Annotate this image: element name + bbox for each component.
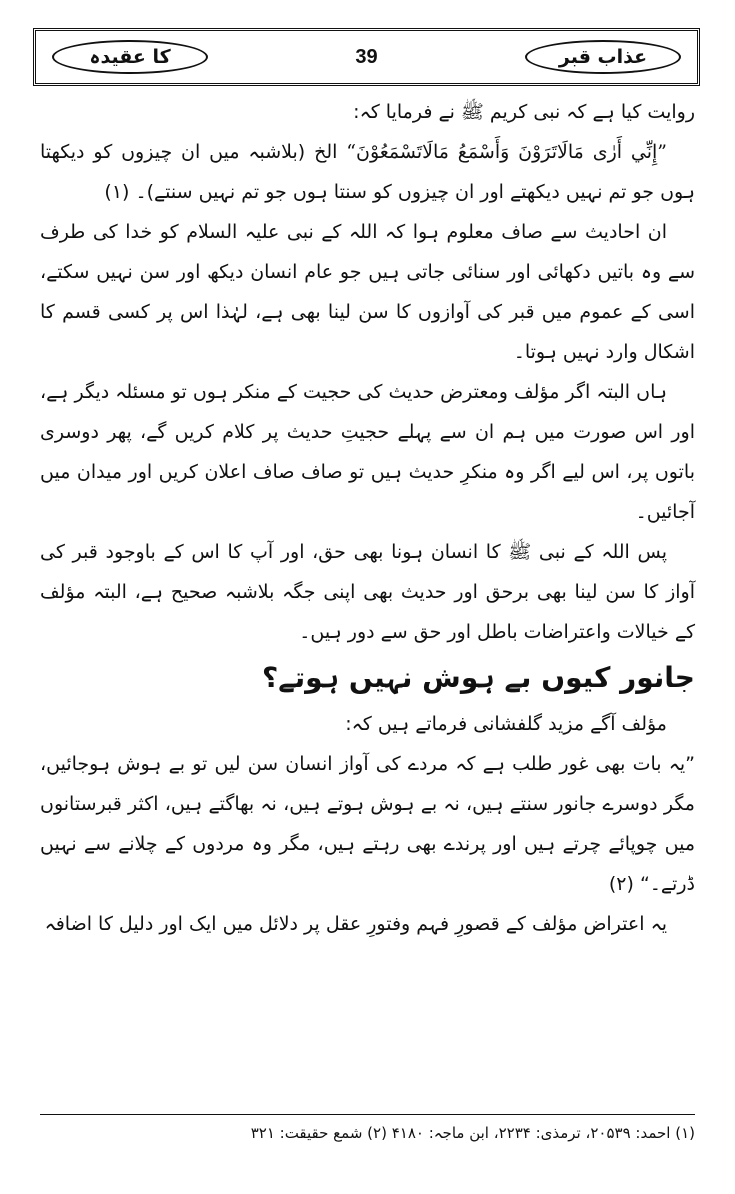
page-number: 39 xyxy=(355,45,378,68)
footnotes: (۱) احمد: ۲۰۵۳۹، ترمذی: ۲۲۳۴، ابن ماجہ: ۴۱۸۰ (۲) شمع حقیقت: ۳۲۱ xyxy=(250,1124,695,1142)
paragraph-response: یہ اعتراض مؤلف کے قصورِ فہم وفتورِ عقل پر دلائل میں ایک اور دلیل کا اضافہ xyxy=(44,913,667,935)
paragraph-conclusion: پس اللہ کے نبی ﷺ کا انسان ہونا بھی حق، اور آپ کا اس کے باوجود قبر کی آواز کا سن لینا بھی برحق اور حدیث بھی اپنی جگہ بلاشبہ صحیح ہے، البتہ مؤلف کے خیالات واعتراضات باطل اور حق سے دور ہیں۔ xyxy=(40,541,695,643)
paragraph-objection-note: ہاں البتہ اگر مؤلف ومعترض حدیث کی حجیت کے منکر ہوں تو مسئلہ دیگر ہے، اور اس صورت میں ہم ان سے پہلے حجیتِ حدیث پر کلام کریں گے، پھر دوسری باتوں پر، اس لیے اگر وہ منکرِ حدیث ہیں تو صاف صاف اعلان کریں اور میدان میں آجائیں۔ xyxy=(40,381,695,523)
paragraph-explanation: ان احادیث سے صاف معلوم ہوا کہ اللہ کے نبی علیہ السلام کو خدا کی طرف سے وہ باتیں دکھائی اور سنائی جاتی ہیں جو عام انسان دیکھ اور سن نہیں سکتے، اسی کے عموم میں قبر کی آوازوں کا سن لینا بھی ہے، لہٰذا اس پر کسی قسم کا اشکال وارد نہیں ہوتا۔ xyxy=(40,221,695,363)
header-chapter-title: عذاب قبر xyxy=(525,40,681,74)
hadith-quote: ”إِنِّي أَرٰى مَالَاتَرَوْنَ وَأَسْمَعُ مَالَاتَسْمَعُوْنَ“ الخ xyxy=(314,141,668,163)
section-heading: جانور کیوں بے ہوش نہیں ہوتے؟ xyxy=(262,661,695,694)
page-header xyxy=(33,28,700,86)
footnote-divider xyxy=(40,1114,695,1115)
paragraph-author-says: مؤلف آگے مزید گلفشانی فرماتے ہیں کہ: xyxy=(345,713,667,735)
paragraph-quote: ”یہ بات بھی غور طلب ہے کہ مردے کی آواز انسان سن لیں تو بے ہوش ہوجائیں، مگر دوسرے جانور سنتے ہیں، نہ بے ہوش ہوتے ہیں، نہ بھاگتے ہیں، اکثر قبرستانوں میں چوپائے چرتے ہیں اور پرندے بھی رہتے ہیں، مگر وہ مردوں کے چلانے سے نہیں ڈرتے۔“ (۲) xyxy=(40,753,695,895)
header-chapter-suffix: کا عقیدہ xyxy=(52,40,208,74)
hadith-translation: (بلاشبہ میں ان چیزوں کو دیکھتا ہوں جو تم نہیں دیکھتے اور ان چیزوں کو سنتا ہوں جو تم نہیں سنتے)۔ (۱) xyxy=(40,141,695,203)
paragraph-hadith xyxy=(40,132,695,212)
paragraph-intro: روایت کیا ہے کہ نبی کریم ﷺ نے فرمایا کہ: xyxy=(353,101,695,123)
page-body xyxy=(40,92,695,944)
